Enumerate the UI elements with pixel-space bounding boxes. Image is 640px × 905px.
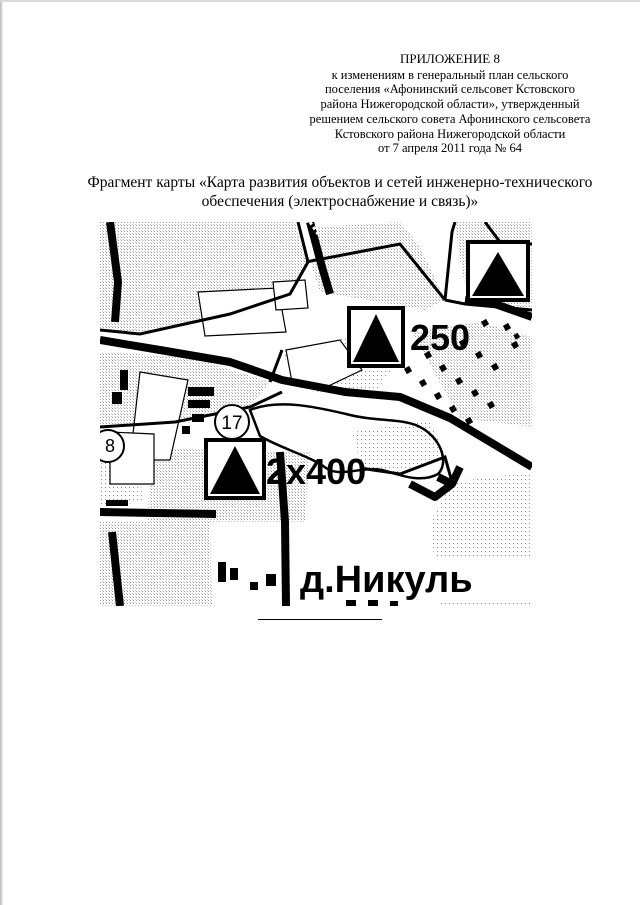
transformer-substation-icon <box>468 242 528 300</box>
capacity-label-250: 250 <box>410 317 471 358</box>
appendix-header <box>300 52 600 156</box>
power-line <box>100 512 216 514</box>
scan-edge-top <box>0 0 640 2</box>
footer-rule <box>258 619 382 620</box>
appendix-line: решением сельского совета Афонинского сельсовета <box>309 111 591 126</box>
building-mark <box>230 568 238 580</box>
house <box>419 379 427 387</box>
appendix-line: к изменениям в генеральный план сельского <box>331 67 569 82</box>
appendix-line: поселения «Афонинский сельсовет Кстовского <box>324 82 576 97</box>
house <box>404 366 412 374</box>
house <box>434 392 442 400</box>
building-mark <box>250 582 258 590</box>
transformer-substation-icon <box>206 440 264 498</box>
map-caption-line: обеспечения (электроснабжение и связь)» <box>201 192 479 210</box>
appendix-line: от 7 апреля 2011 года № 64 <box>378 141 522 156</box>
building-mark <box>266 574 276 586</box>
appendix-line: Кстовского района Нижегородской области <box>334 126 566 141</box>
building-mark <box>188 387 214 396</box>
edge-number-label: 8 <box>104 436 116 456</box>
edge-number-marker <box>100 430 124 462</box>
building-mark <box>120 370 128 390</box>
building-mark <box>218 562 226 582</box>
appendix-title: ПРИЛОЖЕНИЕ 8 <box>400 51 500 66</box>
capacity-label-2x400: 2x400 <box>266 451 367 492</box>
number-circle-label: 17 <box>221 413 243 434</box>
numbered-marker <box>215 405 249 439</box>
map-caption-line: Фрагмент карты «Карта развития объектов и сетей инженерно-технического <box>87 174 593 191</box>
building-mark <box>106 500 128 506</box>
building-mark <box>112 392 122 404</box>
street <box>445 222 455 300</box>
building <box>198 288 286 336</box>
building-mark <box>188 400 210 408</box>
transformer-substation-icon <box>349 308 403 366</box>
village-name-label: д.Никуль <box>300 559 473 601</box>
map-block <box>312 222 445 310</box>
building-mark <box>182 426 190 434</box>
map-fragment <box>100 222 532 606</box>
building-mark <box>390 601 398 606</box>
map-canvas <box>100 222 532 606</box>
map-caption <box>40 174 640 211</box>
scan-edge <box>0 0 3 905</box>
appendix-line: района Нижегородской области», утвержденный <box>320 97 580 112</box>
